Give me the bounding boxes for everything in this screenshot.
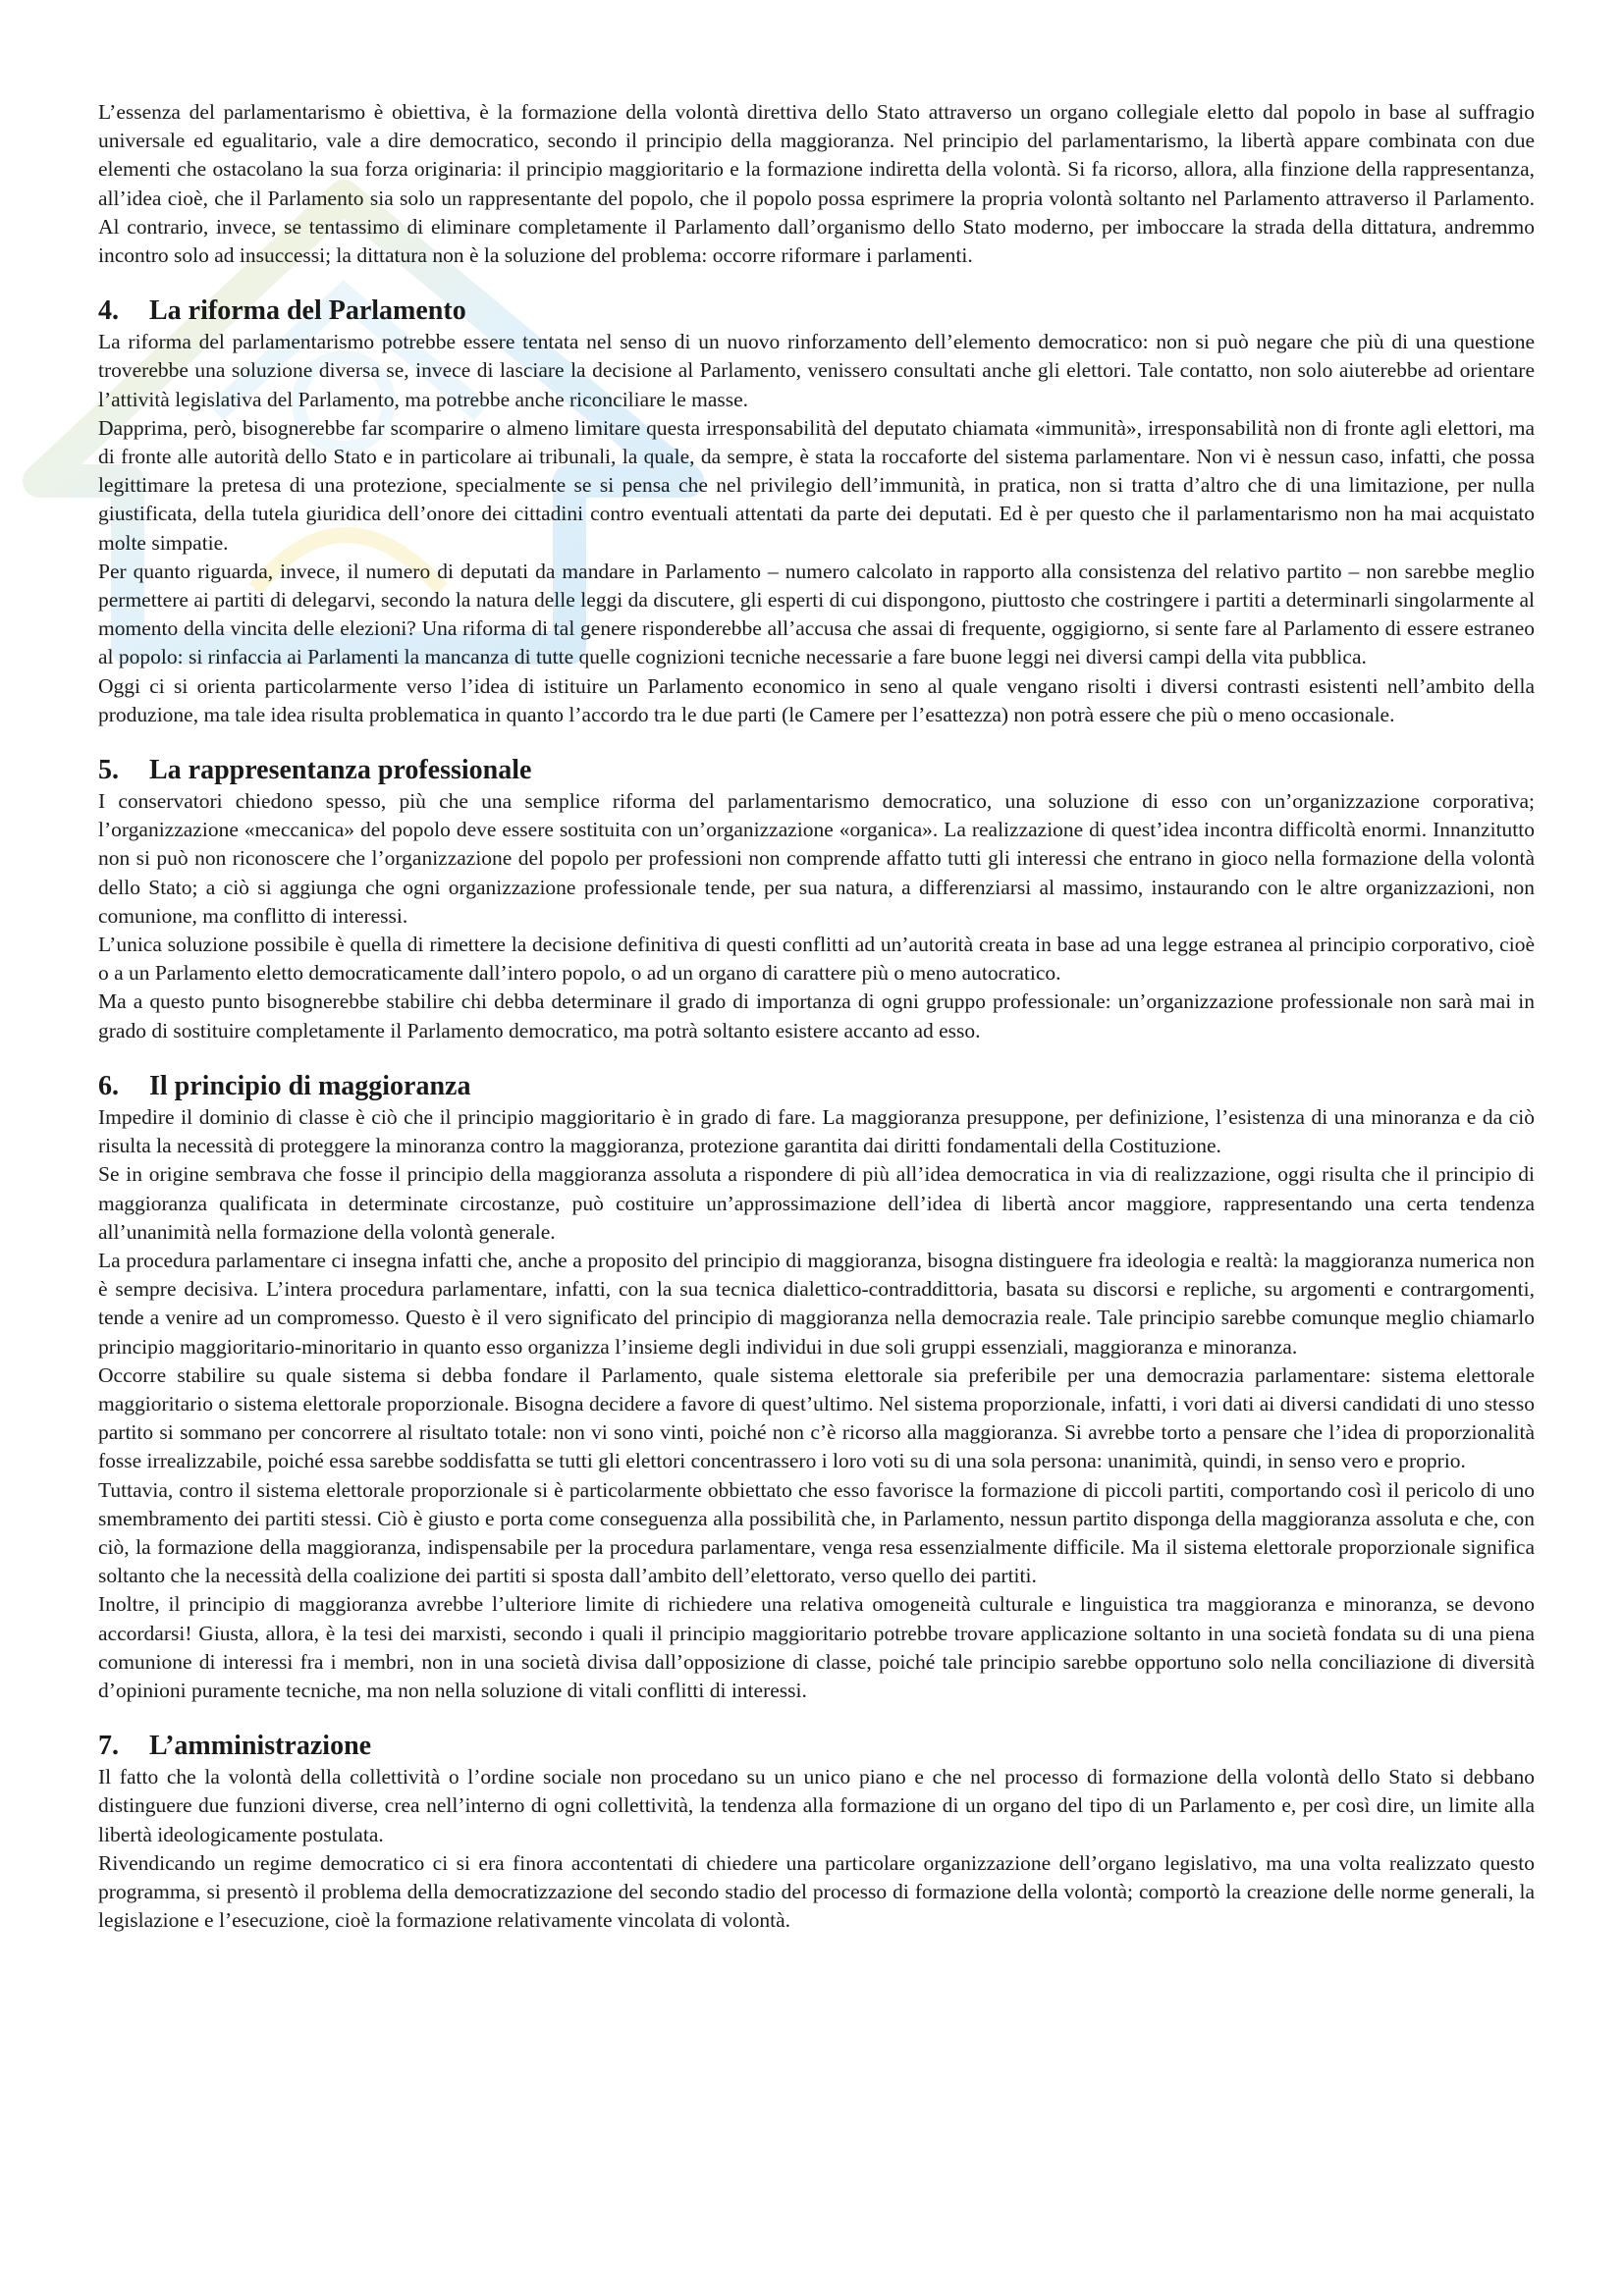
section-4 [98, 294, 1535, 729]
paragraph: Oggi ci si orienta particolarmente verso l’idea di istituire un Parlamento economico in seno al quale vengano risolti i diversi contrasti esistenti nell’ambito della produzione, ma tale idea risulta problematica in quanto l’accordo tra le due parti (le Camere per l’esattezza) non potrà essere che più o meno occasionale. [98, 673, 1535, 726]
intro-paragraph: L’essenza del parlamentarismo è obiettiva, è la formazione della volontà direttiva dello Stato attraverso un organo collegiale eletto dal popolo in base al suffragio universale ed egualitario, vale a dire democratico, secondo il principio della maggioranza. Nel principio del parlamentarismo, la libertà appare combinata con due elementi che ostacolano la sua forza originaria: il principio maggioritario e la formazione indiretta della volontà. Si fa ricorso, allora, alla finzione della rappresentanza, all’idea cioè, che il Parlamento sia solo un rappresentante del popolo, che il popolo possa esprimere la propria volontà soltanto nel Parlamento attraverso il Parlamento. Al contrario, invece, se tentassimo di eliminare completamente il Parlamento dall’organismo dello Stato moderno, per imboccare la strada della dittatura, andremmo incontro solo ad insuccessi; la dittatura non è la soluzione del problema: occorre riformare i parlamenti. [98, 100, 1535, 268]
paragraph: La procedura parlamentare ci insegna infatti che, anche a proposito del principio di maggioranza, bisogna distinguere fra ideologia e realtà: la maggioranza numerica non è sempre decisiva. L’intera procedura parlamentare, infatti, con la sua tecnica dialettico-contraddittoria, basata su discorsi e repliche, su argomenti e contrargomenti, tende a venire ad un compromesso. Questo è il vero significato del principio di maggioranza nella democrazia reale. Tale principio sarebbe comunque meglio chiamarlo principio maggioritario-minoritario in quanto esso organizza l’insieme degli individui in due soli gruppi essenziali, maggioranza e minoranza. [98, 1248, 1535, 1359]
section-6 [98, 1070, 1535, 1705]
paragraph: Dapprima, però, bisognerebbe far scomparire o almeno limitare questa irresponsabilità del deputato chiamata «immunità», irresponsabilità non di fronte agli elettori, ma di fronte alle autorità dello Stato e in particolare ai tribunali, la quale, da sempre, è stata la roccaforte del sistema parlamentare. Non vi è nessun caso, infatti, che possa legittimare la pretesa di una protezione, specialmente se si pensa che nel privilegio dell’immunità, in pratica, non si tratta d’altro che di una limitazione, per nulla giustificata, della tutela giuridica dell’onore dei cittadini contro eventuali attentati da parte dei deputati. Ed è per questo che il parlamentarismo non ha mai acquistato molte simpatie. [98, 415, 1535, 555]
section-heading [98, 294, 1535, 328]
section-7 [98, 1730, 1535, 1935]
paragraph: Per quanto riguarda, invece, il numero di deputati da mandare in Parlamento – numero calcolato in rapporto alla consistenza del relativo partito – non sarebbe meglio permettere ai partiti di delegarvi, secondo la natura delle leggi da discutere, gli esperti di cui dispongono, piuttosto che costringere i partiti a determinarli singolarmente al momento della vincita delle elezioni? Una riforma di tal genere risponderebbe all’accusa che assai di frequente, oggigiorno, si sente fare al Parlamento di essere estraneo al popolo: si rinfaccia ai Parlamenti la mancanza di tutte quelle cognizioni tecniche necessarie a fare buone leggi nei diversi campi della vita pubblica. [98, 559, 1535, 669]
paragraph: Se in origine sembrava che fosse il principio della maggioranza assoluta a rispondere di più all’idea democratica in via di realizzazione, oggi risulta che il principio di maggioranza qualificata in determinate circostanze, può costituire un’approssimazione dell’idea di libertà ancor maggiore, rappresentando una certa tendenza all’unanimità nella formazione della volontà generale. [98, 1162, 1535, 1244]
paragraph: Occorre stabilire su quale sistema si debba fondare il Parlamento, quale sistema elettorale sia preferibile per una democrazia parlamentare: sistema elettorale maggioritario o sistema elettorale proporzionale. Bisogna decidere a favore di quest’ultimo. Nel sistema proporzionale, infatti, i vori dati ai diversi candidati di uno stesso partito si sommano per concorrere al risultato totale: non vi sono vinti, poiché non c’è ricorso alla maggioranza. Si avrebbe torto a pensare che l’idea di proporzionalità fosse irrealizzabile, poiché essa sarebbe soddisfatta se tutti gli elettori concentrassero i loro voti su di una sola persona: unanimità, quindi, in senso vero e proprio. [98, 1362, 1535, 1473]
paragraph: Tuttavia, contro il sistema elettorale proporzionale si è particolarmente obbiettato che esso favorisce la formazione di piccoli partiti, comportando così il pericolo di uno smembramento dei partiti stessi. Ciò è giusto e porta come conseguenza alla possibilità che, in Parlamento, nessun partito disponga della maggioranza assoluta e che, con ciò, la formazione della maggioranza, indispensabile per la procedura parlamentare, venga resa essenzialmente difficile. Ma il sistema elettorale proporzionale significa soltanto che la necessità della coalizione dei partiti si sposta dall’ambito dell’elettorato, verso quello dei partiti. [98, 1477, 1535, 1588]
paragraph: L’unica soluzione possibile è quella di rimettere la decisione definitiva di questi conflitti ad un’autorità creata in base ad una legge estranea al principio corporativo, cioè o a un Parlamento eletto democraticamente dall’intero popolo, o ad un organo di carattere più o meno autocratico. [98, 933, 1535, 986]
section-title: La riforma del Parlamento [149, 295, 466, 327]
paragraph: La riforma del parlamentarismo potrebbe essere tentata nel senso di un nuovo rinforzamento dell’elemento democratico: non si può negare che più di una questione troverebbe una soluzione diversa se, invece di lasciare la decisione al Parlamento, venissero consultati anche gli elettori. Tale contatto, non solo aiuterebbe ad orientare l’attività legislativa del Parlamento, ma potrebbe anche riconciliare le masse. [98, 330, 1535, 411]
paragraph: I conservatori chiedono spesso, più che una semplice riforma del parlamentarismo democratico, una soluzione di esso con un’organizzazione corporativa; l’organizzazione «meccanica» del popolo deve essere sostituita con un’organizzazione «organica». La realizzazione di quest’idea incontra difficoltà enormi. Innanzitutto non si può non riconoscere che l’organizzazione del popolo per professioni non comprende affatto tutti gli interessi che entrano in gioco nella formazione della volontà dello Stato; a ciò si aggiunga che ogni organizzazione professionale tende, per sua natura, a differenziarsi al massimo, instaurando con le altre organizzazioni, non comunione, ma conflitto di interessi. [98, 789, 1535, 928]
section-number: 4. [98, 295, 119, 327]
paragraph: Ma a questo punto bisognerebbe stabilire chi debba determinare il grado di importanza di ogni gruppo professionale: un’organizzazione professionale non sarà mai in grado di sostituire completamente il Parlamento democratico, ma potrà soltanto esistere accanto ad esso. [98, 989, 1535, 1042]
section-heading [98, 1730, 1535, 1763]
section-number: 5. [98, 755, 119, 786]
intro-block [98, 98, 1535, 270]
section-5 [98, 754, 1535, 1045]
section-title: La rappresentanza professionale [149, 755, 532, 786]
section-heading [98, 754, 1535, 787]
section-title: L’amministrazione [149, 1731, 372, 1762]
section-heading [98, 1070, 1535, 1103]
paragraph: Rivendicando un regime democratico ci si era finora accontentati di chiedere una particolare organizzazione dell’organo legislativo, ma una volta realizzato questo programma, si presentò il problema della democratizzazione del secondo stadio del processo di formazione della volontà; comportò la creazione delle norme generali, la legislazione e l’esecuzione, cioè la formazione relativamente vincolata di volontà. [98, 1850, 1535, 1933]
paragraph: Il fatto che la volontà della collettività o l’ordine sociale non procedano su un unico piano e che nel processo di formazione della volontà dello Stato si debbano distinguere due funzioni diverse, crea nell’interno di ogni collettività, la tendenza alla formazione di un organo del tipo di un Parlamento e, per così dire, un limite alla libertà ideologicamente postulata. [98, 1765, 1535, 1846]
paragraph: Impedire il dominio di classe è ciò che il principio maggioritario è in grado di fare. La maggioranza presuppone, per definizione, l’esistenza di una minoranza e da ciò risulta la necessità di proteggere la minoranza contro la maggioranza, protezione garantita dai diritti fondamentali della Costituzione. [98, 1104, 1535, 1158]
section-number: 6. [98, 1070, 119, 1101]
document-body [98, 98, 1535, 1935]
paragraph: Inoltre, il principio di maggioranza avrebbe l’ulteriore limite di richiedere una relativa omogeneità culturale e linguistica tra maggioranza e minoranza, se devono accordarsi! Giusta, allora, è la tesi dei marxisti, secondo i quali il principio maggioritario potrebbe trovare applicazione soltanto in una società fondata su di una piena comunione di interessi fra i membri, non in una società divisa dall’opposizione di classe, poiché tale principio sarebbe opportuno solo nella conciliazione di diversità d’opinioni puramente tecniche, ma non nella soluzione di vitali conflitti di interessi. [98, 1592, 1535, 1702]
section-number: 7. [98, 1731, 119, 1762]
section-title: Il principio di maggioranza [149, 1070, 471, 1101]
